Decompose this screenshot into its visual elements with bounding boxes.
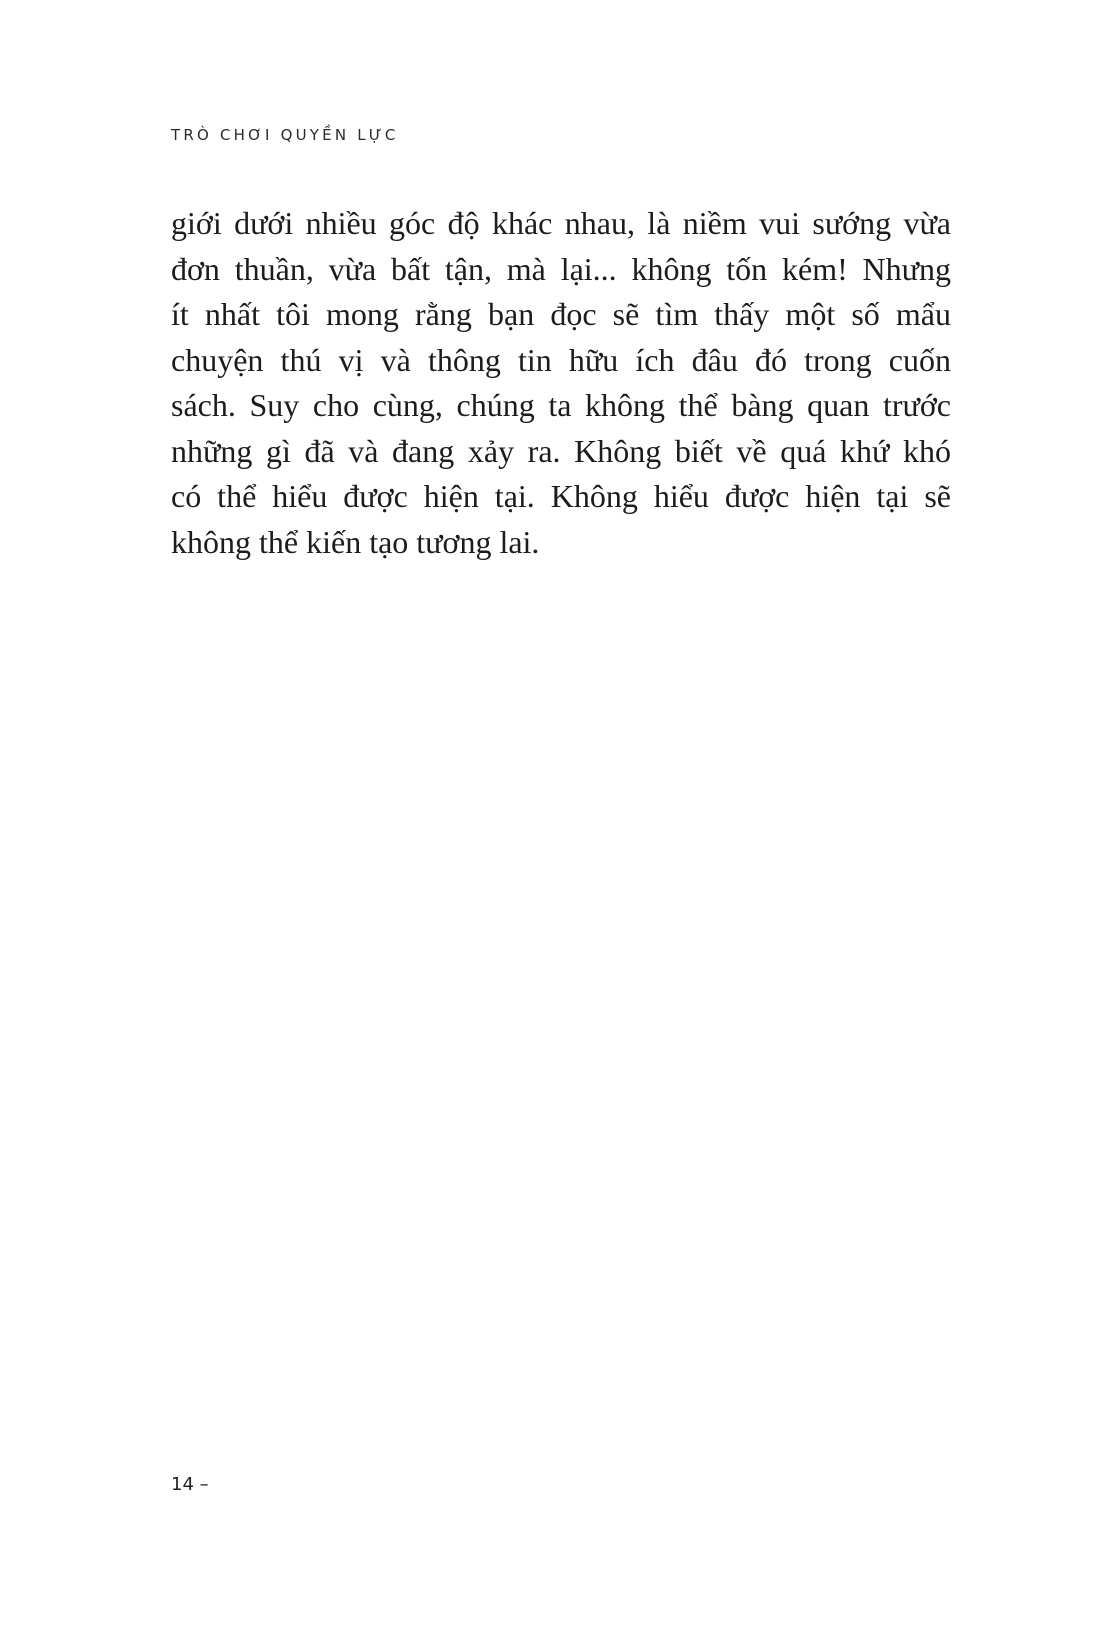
text-line: chuyện thú vị và thông tin hữu ích đâu đó trong cuốn [171, 341, 951, 378]
body-paragraph [171, 201, 951, 565]
text-line: không thể kiến tạo tương lai. [171, 523, 540, 560]
page-number: 14 – [171, 1474, 209, 1495]
text-line: những gì đã và đang xảy ra. Không biết về quá khứ khó [171, 432, 951, 469]
text-line: giới dưới nhiều góc độ khác nhau, là niềm vui sướng vừa [171, 205, 951, 241]
text-line: sách. Suy cho cùng, chúng ta không thể bàng quan trước [171, 387, 951, 423]
text-line: ít nhất tôi mong rằng bạn đọc sẽ tìm thấy một số mẩu [171, 296, 951, 332]
text-line: đơn thuần, vừa bất tận, mà lại... không tốn kém! Nhưng [171, 250, 951, 287]
running-header: TRÒ CHƠI QUYỀN LỰC [171, 126, 399, 144]
text-line: có thể hiểu được hiện tại. Không hiểu được hiện tại sẽ [171, 478, 951, 514]
